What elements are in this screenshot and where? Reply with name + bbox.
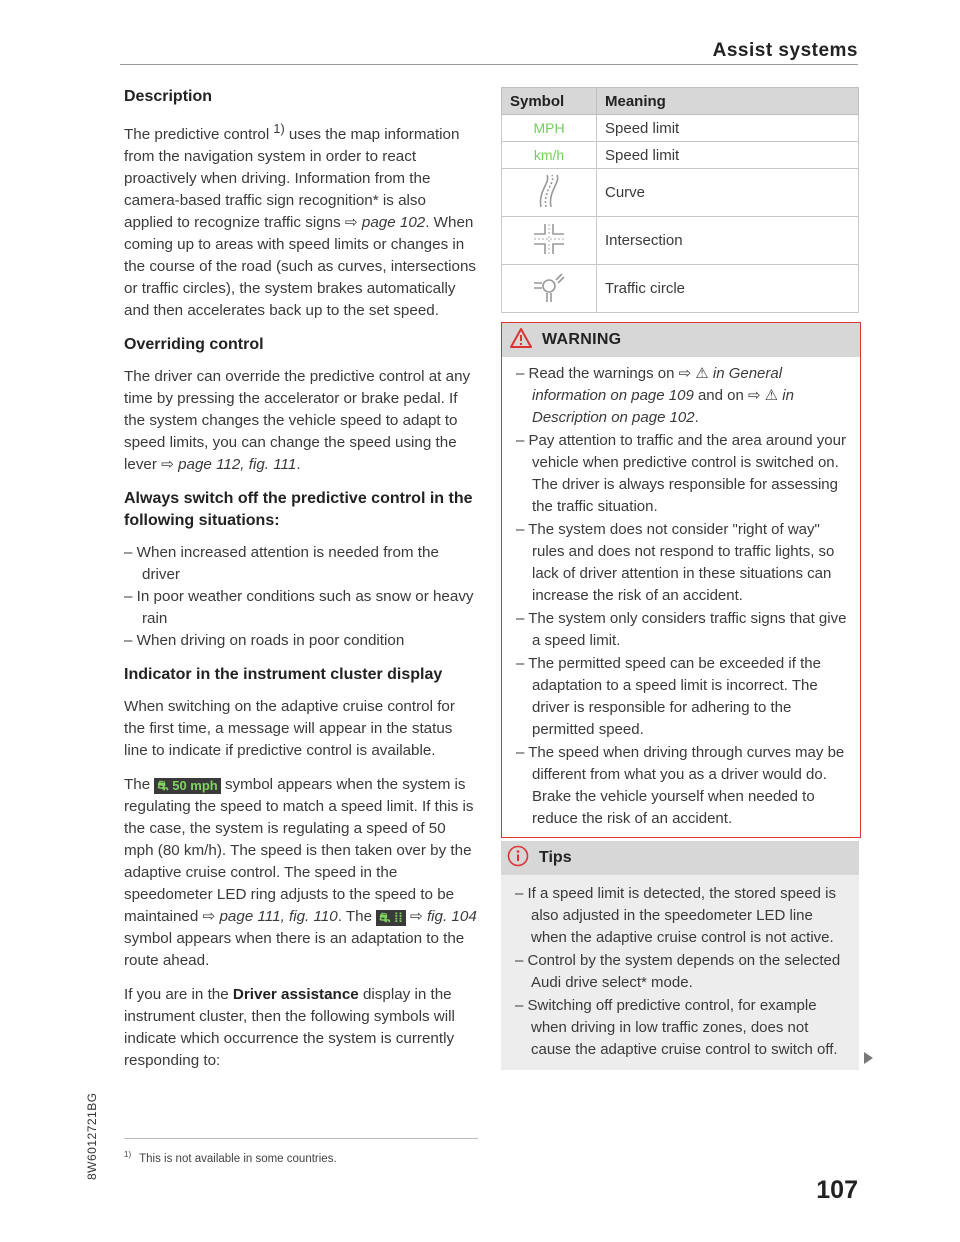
text: If you are in the (124, 986, 233, 1004)
table-header-symbol: Symbol (502, 88, 597, 115)
paragraph-driver-assistance (124, 984, 478, 1072)
page-number: 107 (816, 1176, 858, 1204)
list-item: – The system does not consider "right of way" rules and does not respond to traffic lights, so lack of driver attention in these situations can increase the risk of an accident. (516, 521, 835, 604)
table-cell-meaning: Traffic circle (597, 265, 859, 313)
route-symbol-badge: ⛐ ⁞⁞ (376, 910, 406, 926)
text: – Read the warnings on (516, 365, 679, 382)
text: The (124, 776, 155, 794)
heading-overriding: Overriding control (124, 336, 264, 354)
list-item (516, 363, 850, 429)
header-title: Assist systems (712, 40, 858, 61)
warning-triangle-icon (510, 328, 542, 353)
tips-header (501, 841, 859, 875)
page-ref-link[interactable]: ⇨ page 112, fig. 111 (161, 456, 297, 474)
table-cell-meaning: Intersection (597, 217, 859, 265)
text: . (296, 456, 301, 474)
table-row (502, 217, 859, 265)
left-column (124, 82, 478, 1084)
list-item: – The system only considers traffic signs that give a speed limit. (516, 610, 847, 649)
table-cell-meaning: Curve (597, 169, 859, 217)
switch-off-list (124, 542, 478, 652)
traffic-circle-icon (502, 265, 597, 313)
page-ref-link[interactable]: ⇨ ⚠ in General information on page 109 (532, 365, 783, 404)
intersection-icon (502, 217, 597, 265)
list-item: – Control by the system depends on the selected Audi drive select* mode. (515, 952, 841, 991)
mph-text: MPH (533, 119, 565, 136)
text: uses the map information from the navigation system in order to react proactively when driving. Information from the camera-based traffic sign recognition* is also applied to recognize traffic signs (124, 126, 460, 232)
paragraph-description (124, 118, 478, 322)
text: and on (693, 387, 749, 404)
text: The predictive control (124, 126, 274, 144)
paragraph-overriding (124, 366, 478, 476)
text: display in the instrument cluster, then the following symbols will indicate which occurrence the system is currently responding to: (124, 986, 455, 1070)
text: symbol appears when there is an adaptation to the route ahead. (124, 930, 465, 970)
list-item: – In poor weather conditions such as snow or heavy rain (124, 588, 474, 628)
fig-ref-link[interactable]: ⇨ fig. 104 (410, 908, 477, 926)
footnote (124, 1150, 337, 1165)
heading-switch-off: Always switch off the predictive control in the following situations: (124, 490, 473, 530)
page-ref-link[interactable]: ⇨ page 111, fig. 110 (202, 908, 338, 926)
curve-icon (502, 169, 597, 217)
page-ref-link[interactable]: ⇨ page 102 (344, 214, 426, 232)
right-column (501, 87, 859, 313)
footnote-mark: 1) (273, 122, 285, 136)
side-code-text: 8W6012721BG (85, 1092, 99, 1180)
text: . (694, 409, 699, 426)
page-ref-link[interactable]: ⇨ ⚠ in Description on page 102 (532, 387, 794, 426)
symbol-table (501, 87, 859, 313)
table-cell-meaning: Speed limit (597, 142, 859, 169)
heading-indicator: Indicator in the instrument cluster display (124, 666, 443, 684)
list-item: – When increased attention is needed from the driver (124, 544, 439, 584)
tips-title: Tips (539, 849, 572, 866)
list-item: – Pay attention to traffic and the area around your vehicle when predictive control is switched on. The driver is always responsible for assessing the traffic situation. (516, 432, 846, 515)
table-header-row (502, 88, 859, 115)
warning-box (501, 322, 861, 838)
mph-symbol (502, 115, 597, 142)
paragraph-indicator: When switching on the adaptive cruise control for the first time, a message will appear in the status line to indicate if predictive control is available. (124, 698, 455, 760)
text: The driver can override the predictive control at any time by pressing the accelerator or brake pedal. If the system changes the vehicle speed to adapt to speed limits, you can change the speed using the lever (124, 368, 471, 474)
table-cell-meaning: Speed limit (597, 115, 859, 142)
info-icon (507, 845, 539, 872)
speed-limit-symbol-badge: ⛐ 50 mph (154, 778, 220, 794)
table-row (502, 265, 859, 313)
warning-header (502, 323, 860, 357)
tips-body (501, 875, 859, 1070)
table-row (502, 142, 859, 169)
list-item: – The permitted speed can be exceeded if the adaptation to a speed limit is incorrect. The driver is responsible for adhering to the permitted speed. (516, 655, 821, 738)
kmh-symbol (502, 142, 597, 169)
footnote-rule (124, 1138, 478, 1139)
list-item: – Switching off predictive control, for example when driving in low traffic zones, does not cause the adaptive cruise control to switch off. (515, 997, 838, 1058)
list-item: – The speed when driving through curves may be different from what you as a driver would do. Brake the vehicle yourself when needed to reduce the risk of an accident. (516, 744, 845, 827)
paragraph-symbol (124, 774, 478, 972)
header-rule (120, 64, 858, 65)
text: symbol appears when the system is regulating the speed to match a speed limit. If this is the case, the system is regulating a speed of 50 mph (80 km/h). The speed is then taken over by the adaptive cruise control. The speed in the speedometer LED ring adjusts to the speed to be maintained (124, 776, 474, 926)
text: . The (337, 908, 377, 926)
heading-description: Description (124, 88, 213, 105)
continue-arrow-icon (864, 1052, 873, 1064)
table-row (502, 169, 859, 217)
list-item: – When driving on roads in poor condition (124, 632, 405, 650)
text: . When coming up to areas with speed limits or changes in the course of the road (such as curves, intersections or traffic circles), the system brakes automatically and then accelerates back up to the set speed. (124, 214, 477, 320)
kmh-text: km/h (533, 146, 565, 163)
warning-body (502, 357, 860, 837)
list-item: – If a speed limit is detected, the stored speed is also adjusted in the speedometer LED line when the adaptive cruise control is not active. (515, 885, 837, 946)
footnote-text: This is not available in some countries. (139, 1152, 337, 1165)
side-document-code (80, 1060, 104, 1180)
table-header-meaning: Meaning (597, 88, 859, 115)
tips-box (501, 841, 859, 1070)
bold-term: Driver assistance (232, 986, 359, 1004)
table-row (502, 115, 859, 142)
warning-title: WARNING (542, 331, 622, 348)
footnote-mark: 1) (124, 1150, 132, 1159)
